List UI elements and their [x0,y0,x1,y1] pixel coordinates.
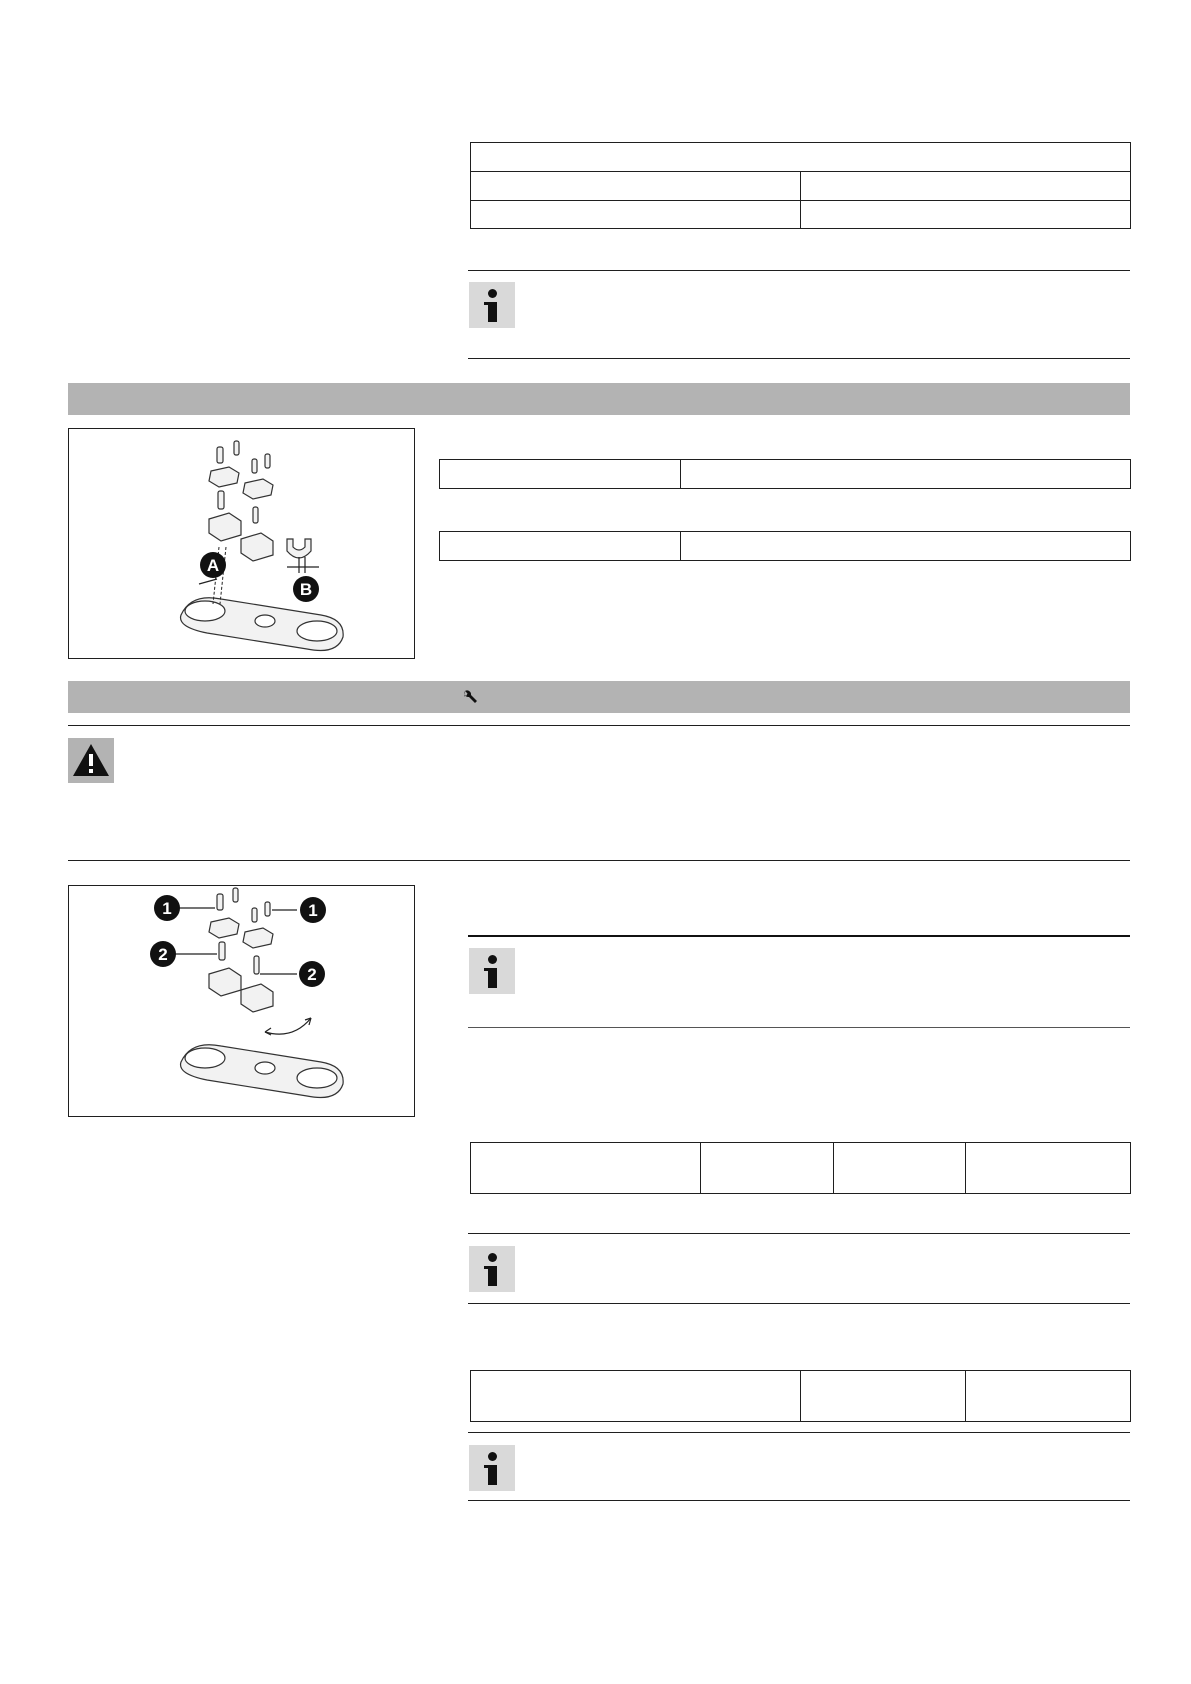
section-header-bar [68,383,1130,415]
torque-cell [801,1371,966,1422]
top-spec-cell [801,201,1131,229]
figure-clamp-exploded [68,885,415,1117]
info-note-bottom-rule [468,358,1130,359]
wrench-icon [462,689,478,705]
top-spec-cell [471,201,801,229]
warning-icon-box [68,738,114,783]
spec-label [440,460,681,489]
clamp-exploded-illustration [69,886,414,1116]
figure-triple-clamp-offset [68,428,415,659]
tightening-torque-table [470,1370,1131,1422]
torque-cell [701,1143,834,1194]
info-icon [469,1445,515,1491]
info-note-top-rule [468,1233,1130,1234]
warning-triangle-icon [68,738,114,783]
warning-bottom-rule [68,860,1130,861]
spec-value [681,460,1131,489]
torque-cell [966,1143,1131,1194]
info-icon [469,1246,515,1292]
info-note-bottom-rule [468,1303,1130,1304]
top-spec-cell [801,172,1131,201]
callout-2-label: 2 [307,965,317,984]
tightening-torque-table [470,1142,1131,1194]
spec-value [681,532,1131,561]
warning-top-rule [68,725,1130,726]
info-note-bottom-rule [468,1027,1130,1028]
info-note-top-rule [468,270,1130,271]
torque-cell [471,1371,801,1422]
callout-1-label: 1 [308,901,318,920]
torque-cell [966,1371,1131,1422]
info-note-top-rule [468,1432,1130,1433]
info-icon [469,948,515,994]
offset-spec-table-1 [439,459,1131,489]
torque-cell [471,1143,701,1194]
info-icon [469,282,515,328]
callout-a-label: A [206,556,220,575]
info-note-bottom-rule [468,1500,1130,1501]
triple-clamp-illustration [69,429,414,658]
info-note-top-rule [468,935,1130,937]
torque-cell [834,1143,966,1194]
top-spec-table-header [471,143,1131,172]
spec-label [440,532,681,561]
callout-b-label: B [299,580,313,599]
section-header-bar [68,681,1130,713]
top-spec-table [470,142,1131,229]
offset-spec-table-2 [439,531,1131,561]
callout-2-label: 2 [158,945,168,964]
callout-1-label: 1 [162,899,172,918]
top-spec-cell [471,172,801,201]
